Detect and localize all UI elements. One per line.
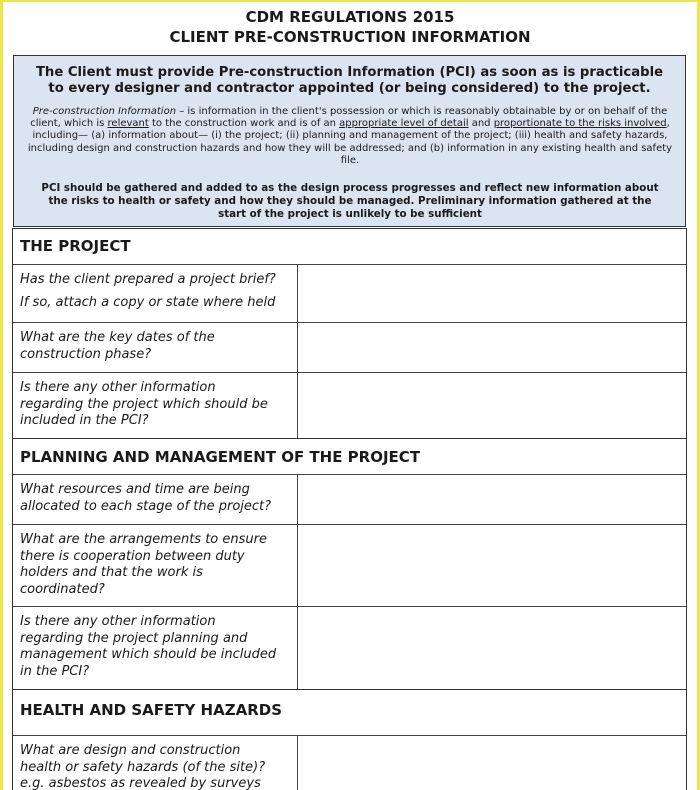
- question-label: [13, 525, 298, 606]
- intro-heading-line: The Client must provide Pre-construction Information (PCI) as soon as is practicable: [35, 65, 664, 80]
- question-text: included in the PCI?: [20, 413, 149, 428]
- question-row: [13, 735, 686, 790]
- answer-field[interactable]: [298, 373, 686, 438]
- question-text: Is there any other information: [20, 614, 216, 629]
- question-text: What are the arrangements to ensure: [20, 532, 267, 547]
- pci-form: [12, 228, 687, 790]
- definition-text: and: [468, 118, 494, 130]
- answer-field[interactable]: [298, 736, 686, 790]
- question-text: What resources and time are being: [20, 482, 250, 497]
- question-text: What are design and construction: [20, 743, 241, 758]
- answer-field[interactable]: [298, 525, 686, 606]
- question-label: [13, 373, 298, 438]
- document-title: CDM REGULATIONS 2015: [245, 8, 455, 26]
- question-text: If so, attach a copy or state where held: [20, 295, 276, 310]
- question-text: holders and that the work is: [20, 565, 203, 580]
- definition-text: , including— (a) information about— (i) the project; (ii) planning and management of the project; (iii) health and safety hazards, including design and construction hazards and how they will be addressed; and (b) information in any existing health and safety file.: [27, 118, 673, 166]
- question-row: [13, 372, 686, 438]
- answer-field[interactable]: [298, 607, 686, 689]
- question-text: in the PCI?: [20, 663, 90, 679]
- question-label: [13, 475, 298, 524]
- question-label: [13, 607, 298, 689]
- document-subtitle: CLIENT PRE-CONSTRUCTION INFORMATION: [169, 28, 531, 46]
- definition-text: – is information in the client's possession or which is reasonably obtainable by or on behalf of the client, which is: [30, 106, 668, 130]
- definition-underlined: relevant: [107, 118, 149, 130]
- question-row: [13, 264, 686, 322]
- question-text: health or safety hazards (of the site)?: [20, 759, 266, 775]
- question-text: regarding the project which should be: [20, 396, 268, 412]
- definition-underlined: appropriate level of detail: [339, 118, 469, 130]
- question-label: [13, 265, 298, 322]
- intro-box: [13, 55, 686, 227]
- intro-heading: [14, 65, 685, 97]
- definition-term: Pre-construction Information: [32, 106, 177, 117]
- question-text: coordinated?: [20, 581, 105, 597]
- section-heading-hazards: HEALTH AND SAFETY HAZARDS: [13, 689, 686, 735]
- answer-field[interactable]: [298, 265, 686, 322]
- question-text: regarding the project planning and: [20, 630, 248, 646]
- answer-field[interactable]: [298, 475, 686, 524]
- intro-note-line: the risks to health or safety and how they should be managed. Preliminary information gathered at the: [48, 195, 652, 207]
- question-label: [13, 323, 298, 372]
- question-row: [13, 606, 686, 689]
- definition-underlined: proportionate to the risks involved: [493, 118, 667, 130]
- intro-note-line: start of the project is unlikely to be sufficient: [218, 208, 482, 220]
- question-text: e.g. asbestos as revealed by surveys: [20, 776, 261, 790]
- pci-definition: [20, 106, 680, 167]
- intro-note-line: PCI should be gathered and added to as the design process progresses and reflect new information about: [41, 182, 659, 194]
- question-row: [13, 474, 686, 524]
- section-heading-project: THE PROJECT: [13, 228, 686, 264]
- intro-note: [20, 182, 680, 221]
- question-text: construction phase?: [20, 346, 152, 362]
- question-row: [13, 524, 686, 606]
- question-text: there is cooperation between duty: [20, 548, 245, 564]
- intro-heading-line: to every designer and contractor appointed (or being considered) to the project.: [48, 81, 651, 96]
- question-text: allocated to each stage of the project?: [20, 498, 272, 514]
- question-text: What are the key dates of the: [20, 330, 215, 345]
- definition-text: to the construction work and is of an: [148, 118, 340, 130]
- section-heading-planning: PLANNING AND MANAGEMENT OF THE PROJECT: [13, 438, 686, 474]
- question-label: [13, 736, 298, 790]
- question-text: management which should be included: [20, 647, 277, 662]
- question-row: [13, 322, 686, 372]
- question-text: Is there any other information: [20, 380, 216, 395]
- question-text: Has the client prepared a project brief?: [20, 272, 276, 287]
- answer-field[interactable]: [298, 323, 686, 372]
